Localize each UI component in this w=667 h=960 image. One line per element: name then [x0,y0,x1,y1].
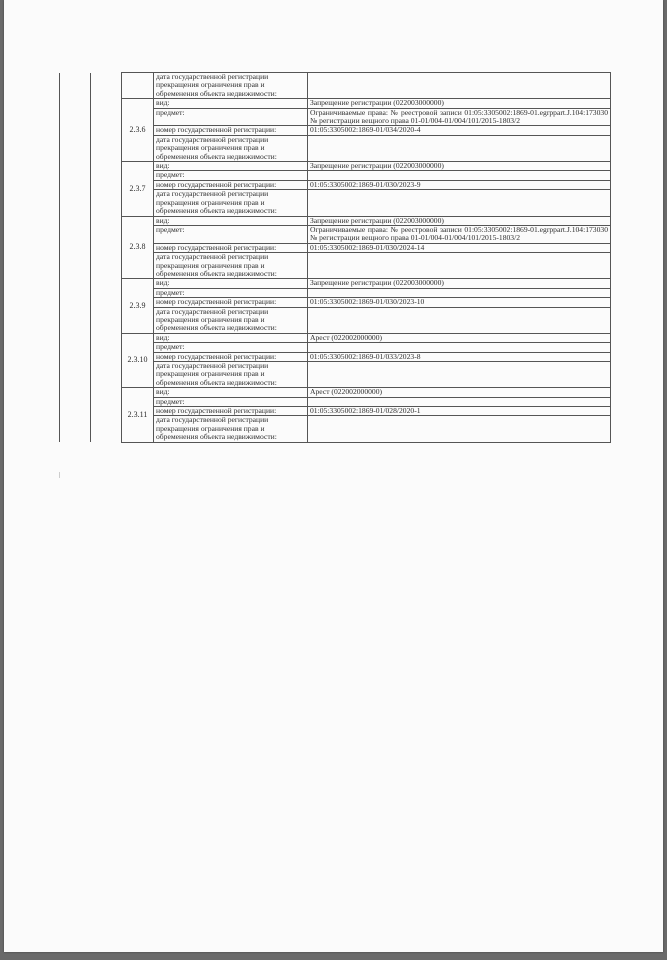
field-value: Запрещение регистрации (022003000000) [308,99,611,108]
outer-column-cell [91,216,122,279]
table-row [60,99,611,108]
table-row [60,279,611,288]
outer-column-cell [60,99,91,162]
outer-column-cell [91,73,122,99]
document-page [4,0,663,952]
outer-column-cell [60,279,91,333]
field-value [308,397,611,406]
field-label: дата государственной регистрации прекращения ограничения прав и обременения объекта недвижимости: [154,135,308,161]
field-label: вид: [154,162,308,171]
field-label: предмет: [154,171,308,180]
entry-number: 2.3.6 [122,99,154,162]
field-value [308,135,611,161]
entry-number: 2.3.10 [122,333,154,387]
field-label: вид: [154,388,308,397]
outer-column-cell [60,162,91,216]
field-label: вид: [154,216,308,225]
field-label: предмет: [154,225,308,243]
field-label: дата государственной регистрации прекращения ограничения прав и обременения объекта недвижимости: [154,253,308,279]
field-value: Запрещение регистрации (022003000000) [308,279,611,288]
table-row [60,388,611,397]
outer-column-cell [60,333,91,387]
field-label: дата государственной регистрации прекращения ограничения прав и обременения объекта недвижимости: [154,190,308,216]
outer-column-cell [91,99,122,162]
entry-number: 2.3.7 [122,162,154,216]
outer-column-cell [91,388,122,442]
field-label: номер государственной регистрации: [154,180,308,189]
field-value [308,73,611,99]
table-row [60,73,611,99]
field-value [308,288,611,297]
field-label: предмет: [154,343,308,352]
field-label: номер государственной регистрации: [154,298,308,307]
outer-column-cell [91,333,122,387]
field-value [308,171,611,180]
field-label: предмет: [154,397,308,406]
encumbrance-table [59,72,611,443]
field-label: предмет: [154,108,308,126]
table-row [60,216,611,225]
field-label: предмет: [154,288,308,297]
encumbrance-table-body [60,73,611,443]
entry-number [122,73,154,99]
entry-number: 2.3.8 [122,216,154,279]
field-value: Запрещение регистрации (022003000000) [308,216,611,225]
entry-number: 2.3.11 [122,388,154,442]
field-value: 01:05:3305002:1869-01/033/2023-8 [308,352,611,361]
field-value: Арест (022002000000) [308,388,611,397]
outer-column-cell [60,73,91,99]
field-label: номер государственной регистрации: [154,126,308,135]
field-label: вид: [154,99,308,108]
field-value [308,362,611,388]
field-label: дата государственной регистрации прекращения ограничения прав и обременения объекта недвижимости: [154,362,308,388]
entry-number: 2.3.9 [122,279,154,333]
field-value: Ограничиваемые права: № реестровой записи 01:05:3305002:1869-01.egrpрart.J.104:173030 № регистрации вещного права 01-01/004-01/004/101/2015-1803/2 [308,225,611,243]
outer-column-cell [60,216,91,279]
field-label: вид: [154,279,308,288]
field-value: Запрещение регистрации (022003000000) [308,162,611,171]
field-value [308,343,611,352]
field-value: 01:05:3305002:1869-01/030/2023-10 [308,298,611,307]
field-value: 01:05:3305002:1869-01/030/2024-14 [308,243,611,252]
field-value: Ограничиваемые права: № реестровой записи 01:05:3305002:1869-01.egrpрart.J.104:173030 № регистрации вещного права 01-01/004-01/004/101/2015-1803/2 [308,108,611,126]
field-value [308,190,611,216]
field-value: 01:05:3305002:1869-01/030/2023-9 [308,180,611,189]
field-label: дата государственной регистрации прекращения ограничения прав и обременения объекта недвижимости: [154,73,308,99]
field-label: номер государственной регистрации: [154,352,308,361]
field-label: номер государственной регистрации: [154,243,308,252]
field-value [308,416,611,442]
field-label: дата государственной регистрации прекращения ограничения прав и обременения объекта недвижимости: [154,307,308,333]
table-row [60,162,611,171]
outer-column-cell [91,279,122,333]
field-value [308,253,611,279]
table-row [60,333,611,342]
outer-column-cell [91,162,122,216]
field-value: 01:05:3305002:1869-01/028/2020-1 [308,407,611,416]
table-continuation-edge [59,472,611,478]
field-label: номер государственной регистрации: [154,407,308,416]
field-value: 01:05:3305002:1869-01/034/2020-4 [308,126,611,135]
field-label: дата государственной регистрации прекращения ограничения прав и обременения объекта недвижимости: [154,416,308,442]
field-value [308,307,611,333]
field-label: вид: [154,333,308,342]
field-value: Арест (022002000000) [308,333,611,342]
outer-column-cell [60,388,91,442]
